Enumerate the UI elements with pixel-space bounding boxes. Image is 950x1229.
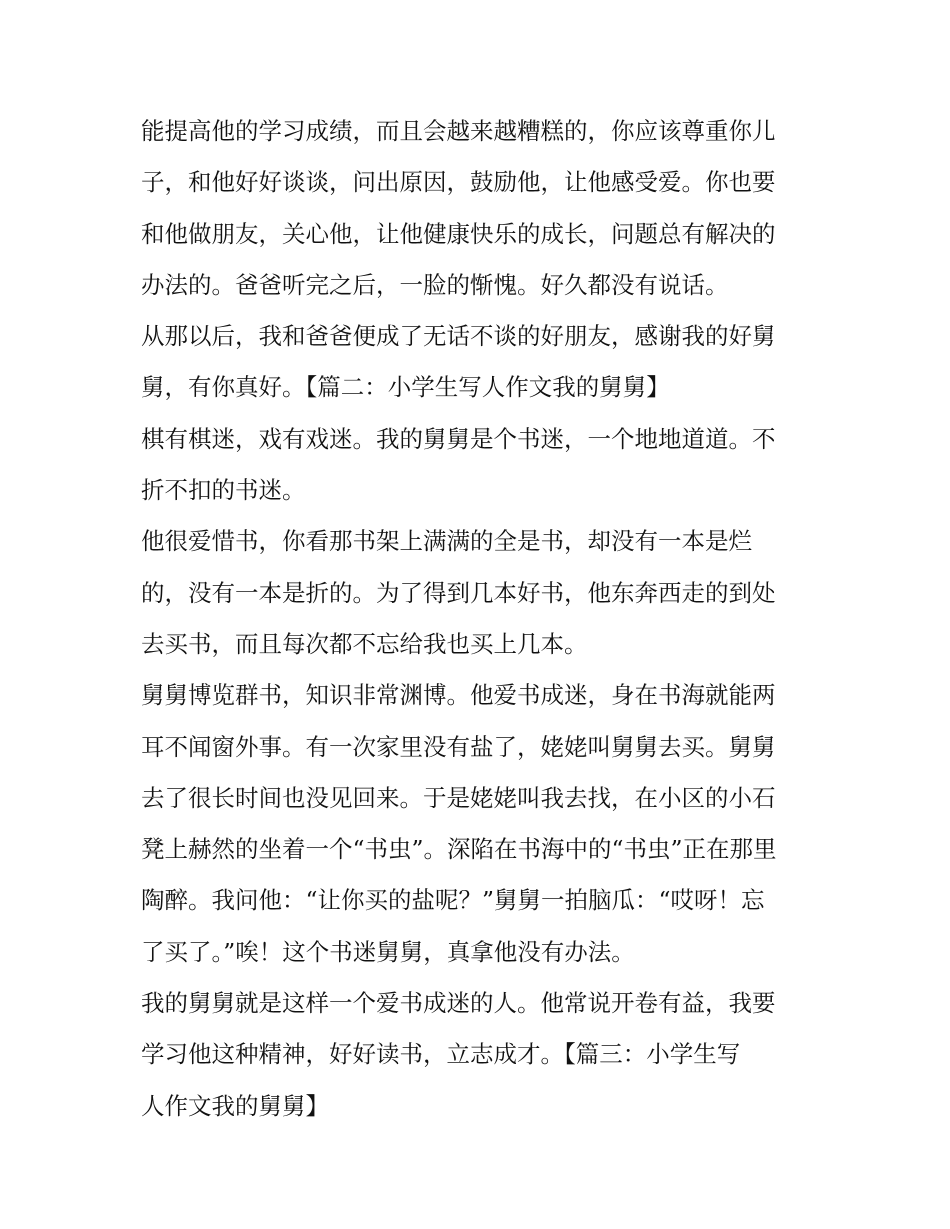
text-line: 子，和他好好谈谈，问出原因，鼓励他，让他感受爱。你也要 xyxy=(141,168,776,197)
text-line: 去了很长时间也没见回来。于是姥姥叫我去找，在小区的小石 xyxy=(141,783,776,812)
text-line: 办法的。爸爸听完之后，一脸的惭愧。好久都没有说话。 xyxy=(141,270,729,299)
text-line: 去买书，而且每次都不忘给我也买上几本。 xyxy=(141,629,588,658)
text-line: 耳不闻窗外事。有一次家里没有盐了，姥姥叫舅舅去买。舅舅 xyxy=(141,732,776,761)
text-line: 人作文我的舅舅】 xyxy=(141,1091,329,1120)
text-line: 棋有棋迷，戏有戏迷。我的舅舅是个书迷，一个地地道道。不 xyxy=(141,424,776,453)
document-body xyxy=(141,106,821,1132)
text-line: 折不扣的书迷。 xyxy=(141,476,306,505)
text-line: 我的舅舅就是这样一个爱书成迷的人。他常说开卷有益，我要 xyxy=(141,989,776,1018)
text-line: 能提高他的学习成绩，而且会越来越糟糕的，你应该尊重你儿 xyxy=(141,117,776,145)
text-line: 舅，有你真好。【篇二：小学生写人作文我的舅舅】 xyxy=(141,373,670,402)
text-line: 从那以后，我和爸爸便成了无话不谈的好朋友，感谢我的好舅 xyxy=(141,322,776,351)
text-line: 凳上赫然的坐着一个“书虫”。深陷在书海中的“书虫”正在那里 xyxy=(141,835,777,864)
text-line: 他很爱惜书，你看那书架上满满的全是书，却没有一本是烂 xyxy=(141,527,752,556)
text-line: 的，没有一本是折的。为了得到几本好书，他东奔西走的到处 xyxy=(141,578,776,607)
text-line: 陶醉。我问他：“让你买的盐呢？”舅舅一拍脑瓜：“哎呀！忘 xyxy=(141,886,765,915)
text-line: 舅舅博览群书，知识非常渊博。他爱书成迷，身在书海就能两 xyxy=(141,681,776,710)
text-line: 了买了。”唉！这个书迷舅舅，真拿他没有办法。 xyxy=(141,937,635,966)
text-line: 学习他这种精神，好好读书，立志成才。【篇三：小学生写 xyxy=(141,1040,741,1069)
text-line: 和他做朋友，关心他，让他健康快乐的成长，问题总有解决的 xyxy=(141,219,776,248)
